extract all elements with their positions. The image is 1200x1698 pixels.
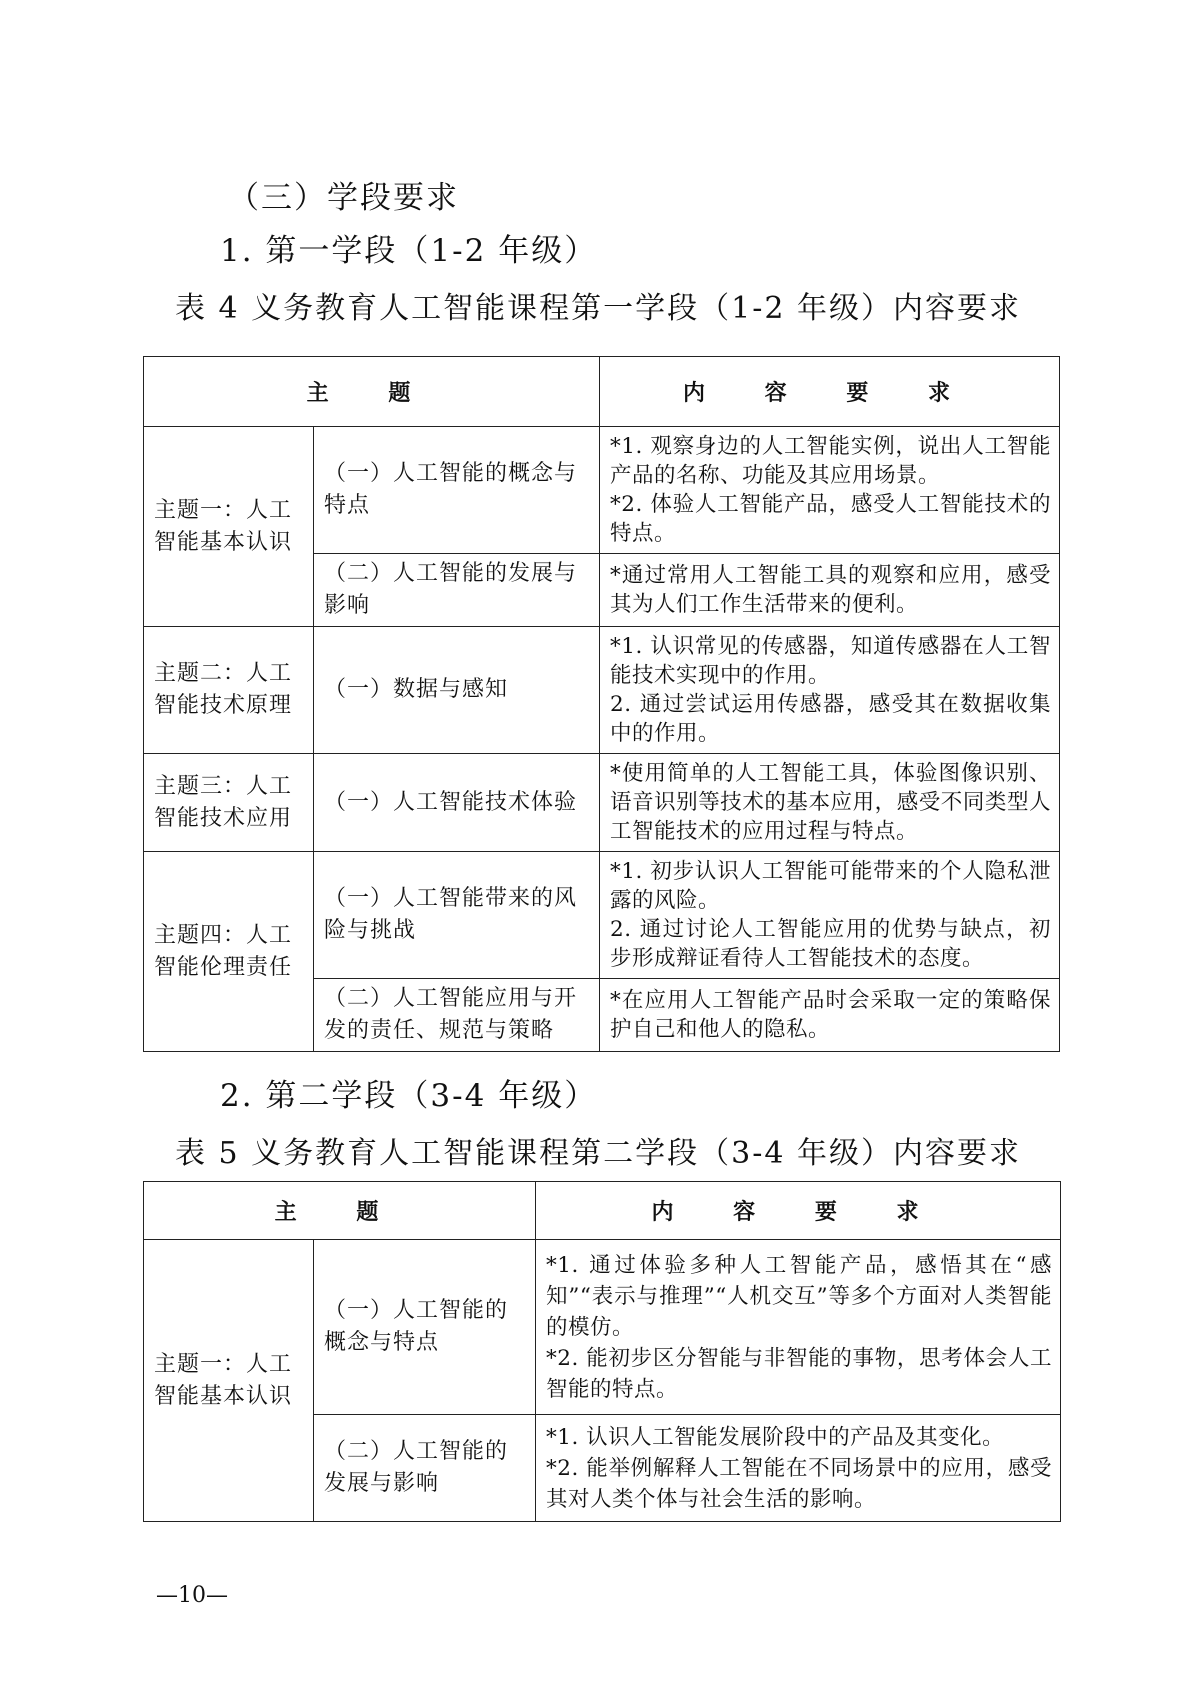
subtheme-cell: （二）人工智能应用与开发的责任、规范与策略: [314, 979, 600, 1052]
requirement-cell: [536, 1240, 1061, 1415]
requirement-item: *使用简单的人工智能工具，体验图像识别、语音识别等技术的基本应用，感受不同类型人工智能技术的应用过程与特点。: [610, 761, 1052, 844]
table4-header-content: 内 容 要 求: [600, 357, 1060, 427]
requirement-item: *2. 能初步区分智能与非智能的事物，思考体会人工智能的特点。: [546, 1345, 1053, 1402]
table5-header-content: 内 容 要 求: [536, 1182, 1061, 1240]
requirement-item: *1. 认识人工智能发展阶段中的产品及其变化。: [546, 1424, 1005, 1450]
theme-cell: 主题四：人工智能伦理责任: [144, 852, 314, 1052]
table4-caption: 表 4 义务教育人工智能课程第一学段（1-2 年级）内容要求: [175, 291, 1022, 326]
requirement-item: 2. 通过讨论人工智能应用的优势与缺点，初步形成辩证看待人工智能技术的态度。: [610, 917, 1052, 971]
requirement-cell: [600, 627, 1060, 754]
theme-cell: 主题一：人工智能基本认识: [144, 1240, 314, 1522]
page-number: —10—: [156, 1583, 228, 1608]
requirement-item: 2. 通过尝试运用传感器，感受其在数据收集中的作用。: [610, 692, 1052, 746]
requirement-cell: [600, 554, 1060, 627]
subtheme-cell: （一）人工智能的概念与特点: [314, 1240, 536, 1415]
stage1-heading: 1. 第一学段（1-2 年级）: [220, 233, 598, 269]
subtheme-cell: （一）人工智能的概念与特点: [314, 427, 600, 554]
subtheme-cell: （一）人工智能技术体验: [314, 754, 600, 852]
requirement-item: *1. 初步认识人工智能可能带来的个人隐私泄露的风险。: [610, 859, 1052, 913]
requirement-item: *在应用人工智能产品时会采取一定的策略保护自己和他人的隐私。: [610, 988, 1052, 1042]
subtheme-cell: （二）人工智能的发展与影响: [314, 1415, 536, 1522]
table4: [143, 356, 1060, 1052]
table-row: [144, 754, 1060, 852]
table-row: [144, 427, 1060, 554]
table-row: [144, 627, 1060, 754]
subtheme-cell: （一）数据与感知: [314, 627, 600, 754]
requirement-item: *1. 观察身边的人工智能实例，说出人工智能产品的名称、功能及其应用场景。: [610, 434, 1052, 488]
requirement-item: *2. 能举例解释人工智能在不同场景中的应用，感受其对人类个体与社会生活的影响。: [546, 1455, 1053, 1512]
table-row: [144, 852, 1060, 979]
theme-cell: 主题三：人工智能技术应用: [144, 754, 314, 852]
table-row: [144, 1240, 1061, 1415]
requirement-item: *1. 通过体验多种人工智能产品，感悟其在“感知”“表示与推理”“人机交互”等多个方面对人类智能的模仿。: [546, 1252, 1053, 1340]
table5-header-theme: 主 题: [144, 1182, 536, 1240]
theme-cell: 主题一：人工智能基本认识: [144, 427, 314, 627]
stage2-heading: 2. 第二学段（3-4 年级）: [220, 1078, 598, 1114]
subtheme-cell: （二）人工智能的发展与影响: [314, 554, 600, 627]
requirement-item: *1. 认识常见的传感器，知道传感器在人工智能技术实现中的作用。: [610, 634, 1052, 688]
requirement-cell: [600, 754, 1060, 852]
requirement-cell: [600, 979, 1060, 1052]
theme-cell: 主题二：人工智能技术原理: [144, 627, 314, 754]
subtheme-cell: （一）人工智能带来的风险与挑战: [314, 852, 600, 979]
table5: [143, 1181, 1061, 1522]
table5-caption: 表 5 义务教育人工智能课程第二学段（3-4 年级）内容要求: [175, 1136, 1022, 1171]
requirement-item: *通过常用人工智能工具的观察和应用，感受其为人们工作生活带来的便利。: [610, 563, 1052, 617]
requirement-cell: [600, 427, 1060, 554]
requirement-cell: [536, 1415, 1061, 1522]
requirement-item: *2. 体验人工智能产品，感受人工智能技术的特点。: [610, 492, 1052, 546]
table4-header-theme: 主 题: [144, 357, 600, 427]
section-heading: （三）学段要求: [228, 180, 459, 216]
requirement-cell: [600, 852, 1060, 979]
